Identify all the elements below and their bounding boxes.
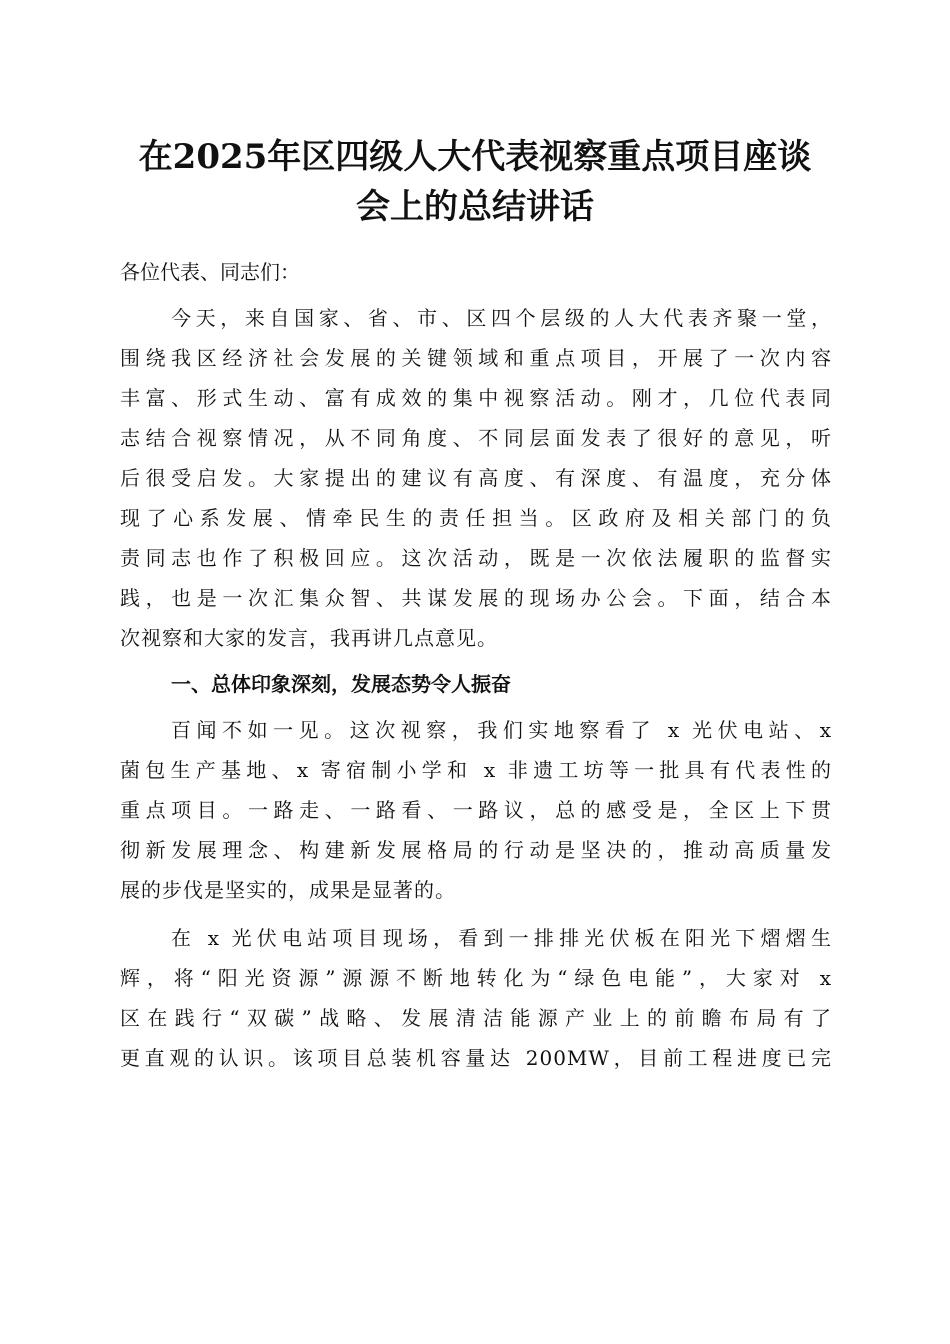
paragraph-line: 后很受启发。大家提出的建议有高度、有深度、有温度，充分体 <box>120 466 832 490</box>
paragraph-line: 更直观的认识。该项目总装机容量达 200MW，目前工程进度已完 <box>120 1046 832 1070</box>
section-1-paragraph-2 <box>120 918 832 1078</box>
section-1-paragraph-1 <box>120 710 832 910</box>
paragraph-line: 重点项目。一路走、一路看、一路议，总的感受是，全区上下贯 <box>120 798 832 822</box>
paragraph-line: 展的步伐是坚实的，成果是显著的。 <box>120 878 456 902</box>
paragraph-line: 今天，来自国家、省、市、区四个层级的人大代表齐聚一堂， <box>171 306 832 330</box>
section-heading-1: 一、总体印象深刻，发展态势令人振奋 <box>171 672 511 696</box>
paragraph-line: 次视察和大家的发言，我再讲几点意见。 <box>120 626 498 650</box>
paragraph-line: 丰富、形式生动、富有成效的集中视察活动。刚才，几位代表同 <box>120 386 832 410</box>
paragraph-gap <box>120 910 832 918</box>
title-line-2: 会上的总结讲话 <box>356 187 594 227</box>
paragraph-line: 责同志也作了积极回应。这次活动，既是一次依法履职的监督实 <box>120 546 832 570</box>
paragraph-line: 菌包生产基地、x 寄宿制小学和 x 非遗工坊等一批具有代表性的 <box>120 758 832 782</box>
paragraph-line: 辉，将“阳光资源”源源不断地转化为“绿色电能”，大家对 x <box>120 966 832 990</box>
paragraph-line: 区在践行“双碳”战略、发展清洁能源产业上的前瞻布局有了 <box>120 1006 832 1030</box>
document-body <box>120 252 832 1078</box>
paragraph-line: 彻新发展理念、构建新发展格局的行动是坚决的，推动高质量发 <box>120 838 832 862</box>
document-title <box>100 132 850 232</box>
intro-paragraph <box>120 298 832 658</box>
salutation: 各位代表、同志们： <box>120 260 300 284</box>
paragraph-line: 志结合视察情况，从不同角度、不同层面发表了很好的意见，听 <box>120 426 832 450</box>
title-line-1: 在2025年区四级人大代表视察重点项目座谈 <box>138 137 812 177</box>
paragraph-line: 在 x 光伏电站项目现场，看到一排排光伏板在阳光下熠熠生 <box>171 926 832 950</box>
paragraph-line: 现了心系发展、情牵民生的责任担当。区政府及相关部门的负 <box>120 506 832 530</box>
paragraph-line: 百闻不如一见。这次视察，我们实地察看了 x 光伏电站、x <box>171 718 832 742</box>
paragraph-line: 围绕我区经济社会发展的关键领域和重点项目，开展了一次内容 <box>120 346 832 370</box>
paragraph-line: 践，也是一次汇集众智、共谋发展的现场办公会。下面，结合本 <box>120 586 832 610</box>
